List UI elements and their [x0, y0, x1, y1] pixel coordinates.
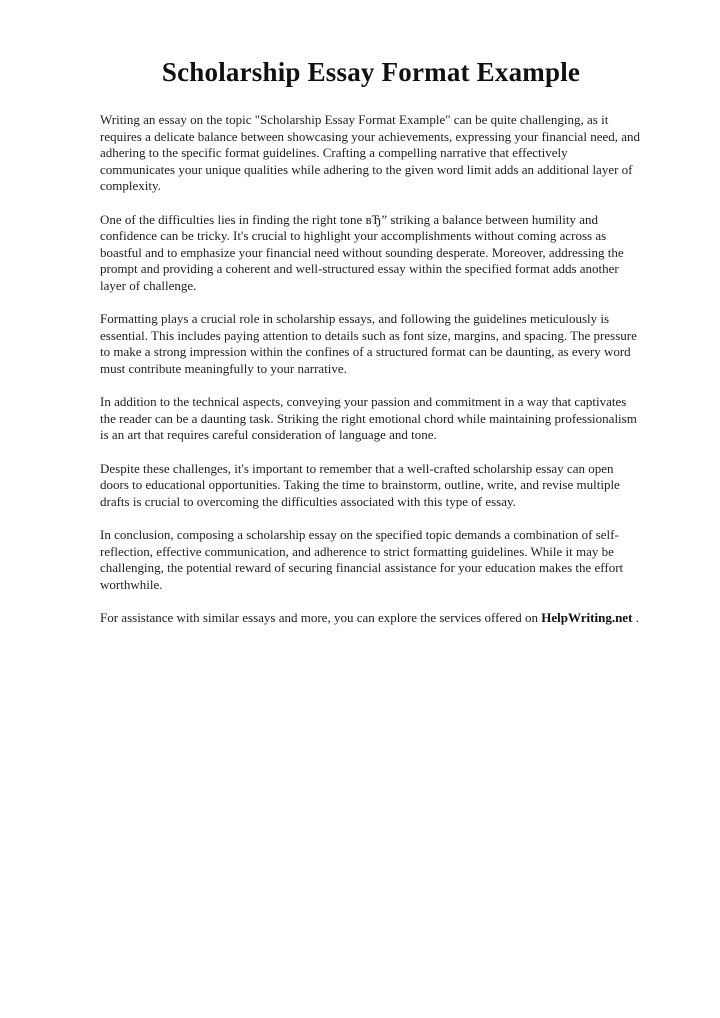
- closing-paragraph: [100, 610, 642, 627]
- paragraph-intro: Writing an essay on the topic "Scholarship Essay Format Example" can be quite challenging, as it requires a delicate balance between showcasing your achievements, expressing your financial need, and adhering to the specific format guidelines. Crafting a compelling narrative that effectively communicates your unique qualities while adhering to the given word limit adds an additional layer of complexity.: [100, 112, 641, 193]
- paragraph-tone: One of the difficulties lies in finding the right tone вЂ” striking a balance between humility and confidence can be tricky. It's crucial to highlight your accomplishments without coming across as boastful and to emphasize your financial need without sounding desperate. Moreover, addressing the prompt and providing a coherent and well-structured essay within the specified format adds another layer of challenge.: [100, 211, 624, 293]
- paragraph-formatting: Formatting plays a crucial role in scholarship essays, and following the guidelines meticulously is essential. This includes paying attention to details such as font size, margins, and spacing. The pressure to make a strong impression within the confines of a structured format can be daunting, as every word must contribute meaningfully to your narrative.: [100, 311, 637, 376]
- paragraph-conclusion: In conclusion, composing a scholarship essay on the specified topic demands a combination of self-reflection, effective communication, and adherence to strict formatting guidelines. While it may be challenging, the potential reward of securing financial assistance for your education makes the effort worthwhile.: [100, 527, 624, 592]
- closing-period: .: [632, 610, 639, 625]
- brand-name: HelpWriting.net: [541, 610, 633, 625]
- paragraph-passion: In addition to the technical aspects, conveying your passion and commitment in a way that captivates the reader can be a daunting task. Striking the right emotional chord while maintaining professionalism is an art that requires careful consideration of language and tone.: [100, 394, 637, 442]
- paragraph-challenges: Despite these challenges, it's important to remember that a well-crafted scholarship essay can open doors to educational opportunities. Taking the time to brainstorm, outline, write, and revise multiple drafts is crucial to overcoming the difficulties associated with this type of essay.: [100, 460, 620, 509]
- document-title: Scholarship Essay Format Example: [161, 57, 581, 87]
- closing-text: For assistance with similar essays and more, you can explore the services offered on: [100, 610, 542, 625]
